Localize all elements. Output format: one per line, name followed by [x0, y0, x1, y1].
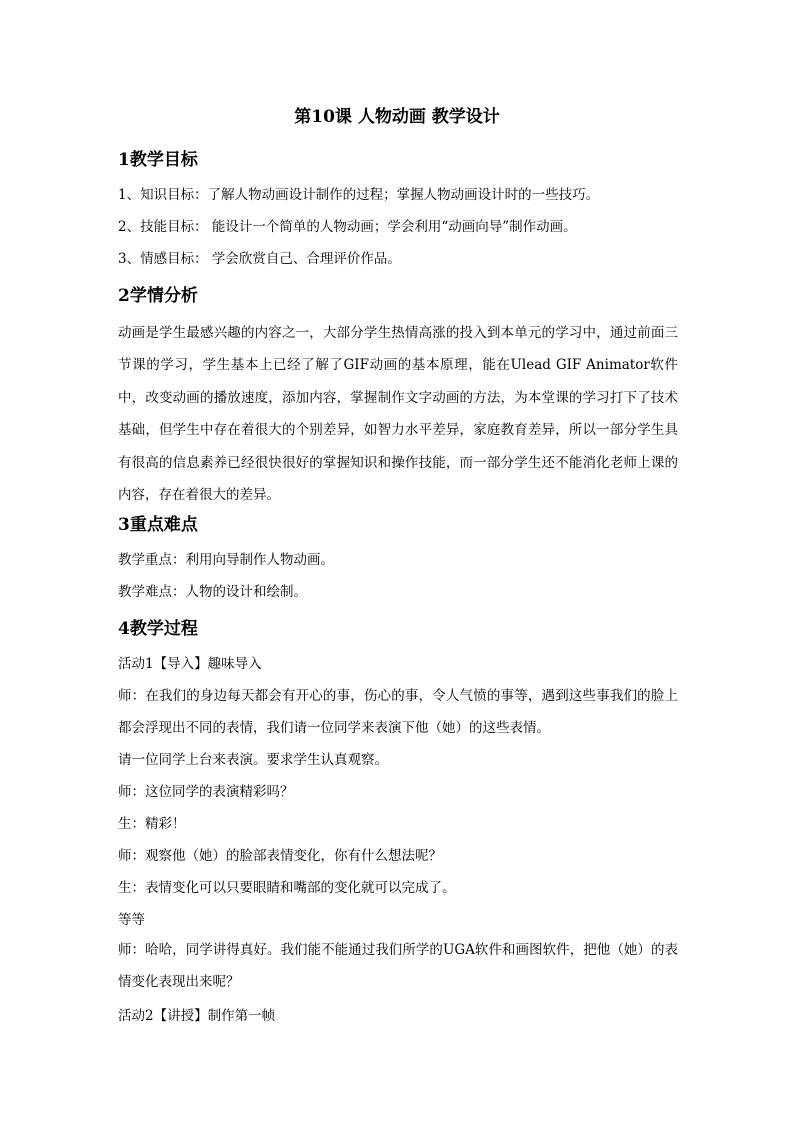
process-line: 生：表情变化可以只要眼睛和嘴部的变化就可以完成了。	[118, 880, 456, 896]
skill-goal-line: 2、技能目标： 能设计一个简单的人物动画；学会利用“动画向导”制作动画。	[118, 219, 577, 235]
process-line: 请一位同学上台来表演。要求学生认真观察。	[118, 752, 388, 768]
section-heading-teaching-goals: 1教学目标	[118, 150, 198, 170]
process-line: 等等	[118, 912, 145, 928]
emotion-goal-line: 3、情感目标： 学会欣赏自己、合理评价作品。	[118, 251, 401, 267]
learner-analysis-paragraph: 动画是学生最感兴趣的内容之一，大部分学生热情高涨的投入到本单元的学习中，通过前面三节课的学习，学生基本上已经了解了GIF动画的基本原理，能在Ulead GIF Animator软件中，改变动画的播放速度，添加内容，掌握制作文字动画的方法，为本堂课的学习打下了技术基础，但学生中存在着很大的个别差异，如智力水平差异，家庭教育差异，所以一部分学生具有很高的信息素养已经很快很好的掌握知识和操作技能，而一部分学生还不能消化老师上课的内容，存在着很大的差异。	[118, 325, 678, 504]
process-line: 生：精彩！	[118, 816, 186, 832]
process-line: 师：这位同学的表演精彩吗？	[118, 784, 294, 800]
activity-2-heading: 活动2【讲授】制作第一帧	[118, 1008, 276, 1024]
document-title: 第10课 人物动画 教学设计	[294, 107, 500, 127]
section-heading-teaching-process: 4教学过程	[118, 619, 198, 639]
section-heading-learner-analysis: 2学情分析	[118, 286, 198, 306]
difficult-point-line: 教学难点：人物的设计和绘制。	[118, 584, 307, 600]
activity-1-heading: 活动1【导入】趣味导入	[118, 656, 262, 672]
knowledge-goal-line: 1、知识目标：了解人物动画设计制作的过程；掌握人物动画设计时的一些技巧。	[118, 187, 600, 203]
process-line: 师：观察他（她）的脸部表情变化，你有什么想法呢？	[118, 848, 442, 864]
key-point-line: 教学重点：利用向导制作人物动画。	[118, 552, 334, 568]
teacher-intro-paragraph: 师：在我们的身边每天都会有开心的事，伤心的事，令人气愤的事等，遇到这些事我们的脸上都会浮现出不同的表情，我们请一位同学来表演下他（她）的这些表情。	[118, 688, 678, 737]
teacher-followup-paragraph: 师：哈哈，同学讲得真好。我们能不能通过我们所学的UGA软件和画图软件，把他（她）的表情变化表现出来呢？	[118, 942, 678, 991]
section-heading-key-points: 3重点难点	[118, 515, 198, 535]
